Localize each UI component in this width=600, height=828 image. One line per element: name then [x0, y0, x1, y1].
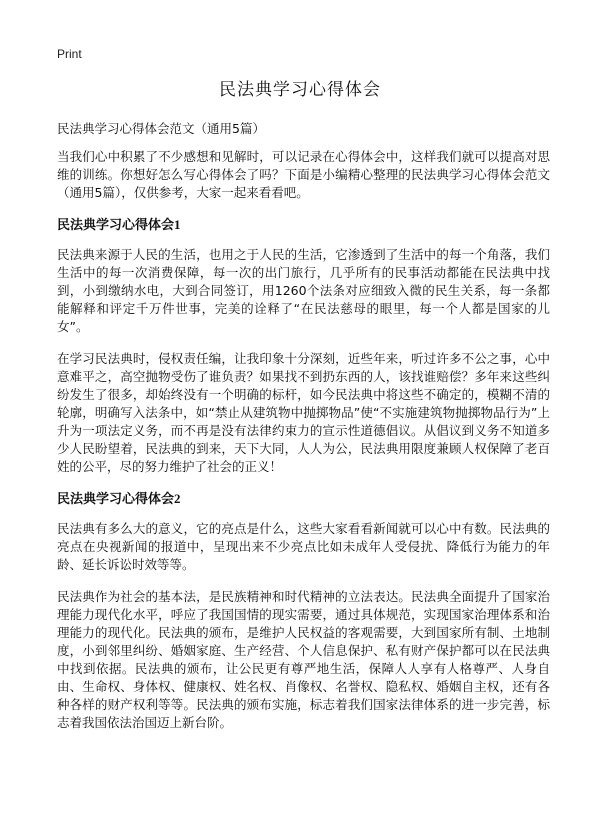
section-1-paragraph-2: 在学习民法典时，侵权责任编，让我印象十分深刻，近些年来，听过许多不公之事，心中意难平之，高空抛物受伤了谁负责？如果找不到扔东西的人，该找谁赔偿？多年来这些纠纷发生了很多，却始终没有一个明确的标杆，如今民法典中将这些不确定的，模糊不清的轮廓，明确写入法条中，如“禁止从建筑物中抛掷物品”使“不实施建筑物抛掷物品行为”上升为一项法定义务，而不再是没有法律约束力的宣示性道德倡议。从倡议到义务不知道多少人民盼望着，民法典的到来，天下大同，人人为公，民法典用限度兼顾人权保障了老百姓的公平，尽的努力维护了社会的正义！	[57, 351, 550, 474]
section-1-paragraph-1: 民法典来源于人民的生活，也用之于人民的生活，它渗透到了生活中的每一个角落，我们生活中的每一次消费保障，每一次的出门旅行，几乎所有的民事活动都能在民法典中找到，小到缴纳水电，大到合同签订，用1260个法条对应细致入微的民生关系，每一条都能解释和评定千万件世事，完美的诠释了“在民法慈母的眼里，每一个人都是国家的儿女”。	[57, 247, 550, 334]
section-2-paragraph-1: 民法典有多么大的意义，它的亮点是什么，这些大家看看新闻就可以心中有数。民法典的亮点在央视新闻的报道中，呈现出来不少亮点比如未成年人受侵扰、降低行为能力的年龄、延长诉讼时效等等。	[57, 521, 550, 572]
document-subtitle: 民法典学习心得体会范文（通用5篇）	[57, 121, 265, 136]
intro-paragraph: 当我们心中积累了不少感想和见解时，可以记录在心得体会中，这样我们就可以提高对思维的训练。你想好怎么写心得体会了吗？下面是小编精心整理的民法典学习心得体会范文（通用5篇），仅供参考，大家一起来看看吧。	[57, 149, 550, 200]
section-heading-1: 民法典学习心得体会1	[57, 217, 181, 232]
section-heading-2: 民法典学习心得体会2	[57, 491, 181, 506]
section-2-paragraph-2: 民法典作为社会的基本法，是民族精神和时代精神的立法表达。民法典全面提升了国家治理能力现代化水平，呼应了我国国情的现实需要，通过具体规范，实现国家治理体系和治理能力的现代化。民法典的颁布，是维护人民权益的客观需要，大到国家所有制、土地制度，小到邻里纠纷、婚姻家庭、生产经营、个人信息保护、私有财产保护都可以在民法典中找到依据。民法典的颁布，让公民更有尊严地生活，保障人人享有人格尊严、人身自由、生命权、身体权、健康权、姓名权、肖像权、名誉权、隐私权、婚姻自主权，还有各种各样的财产权利等等。民法典的颁布实施，标志着我们国家法律体系的进一步完善，标志着我国依法治国迈上新台阶。	[57, 589, 550, 730]
page-title: 民法典学习心得体会	[219, 80, 381, 100]
print-link[interactable]: Print	[57, 47, 82, 61]
document-body	[57, 120, 550, 746]
